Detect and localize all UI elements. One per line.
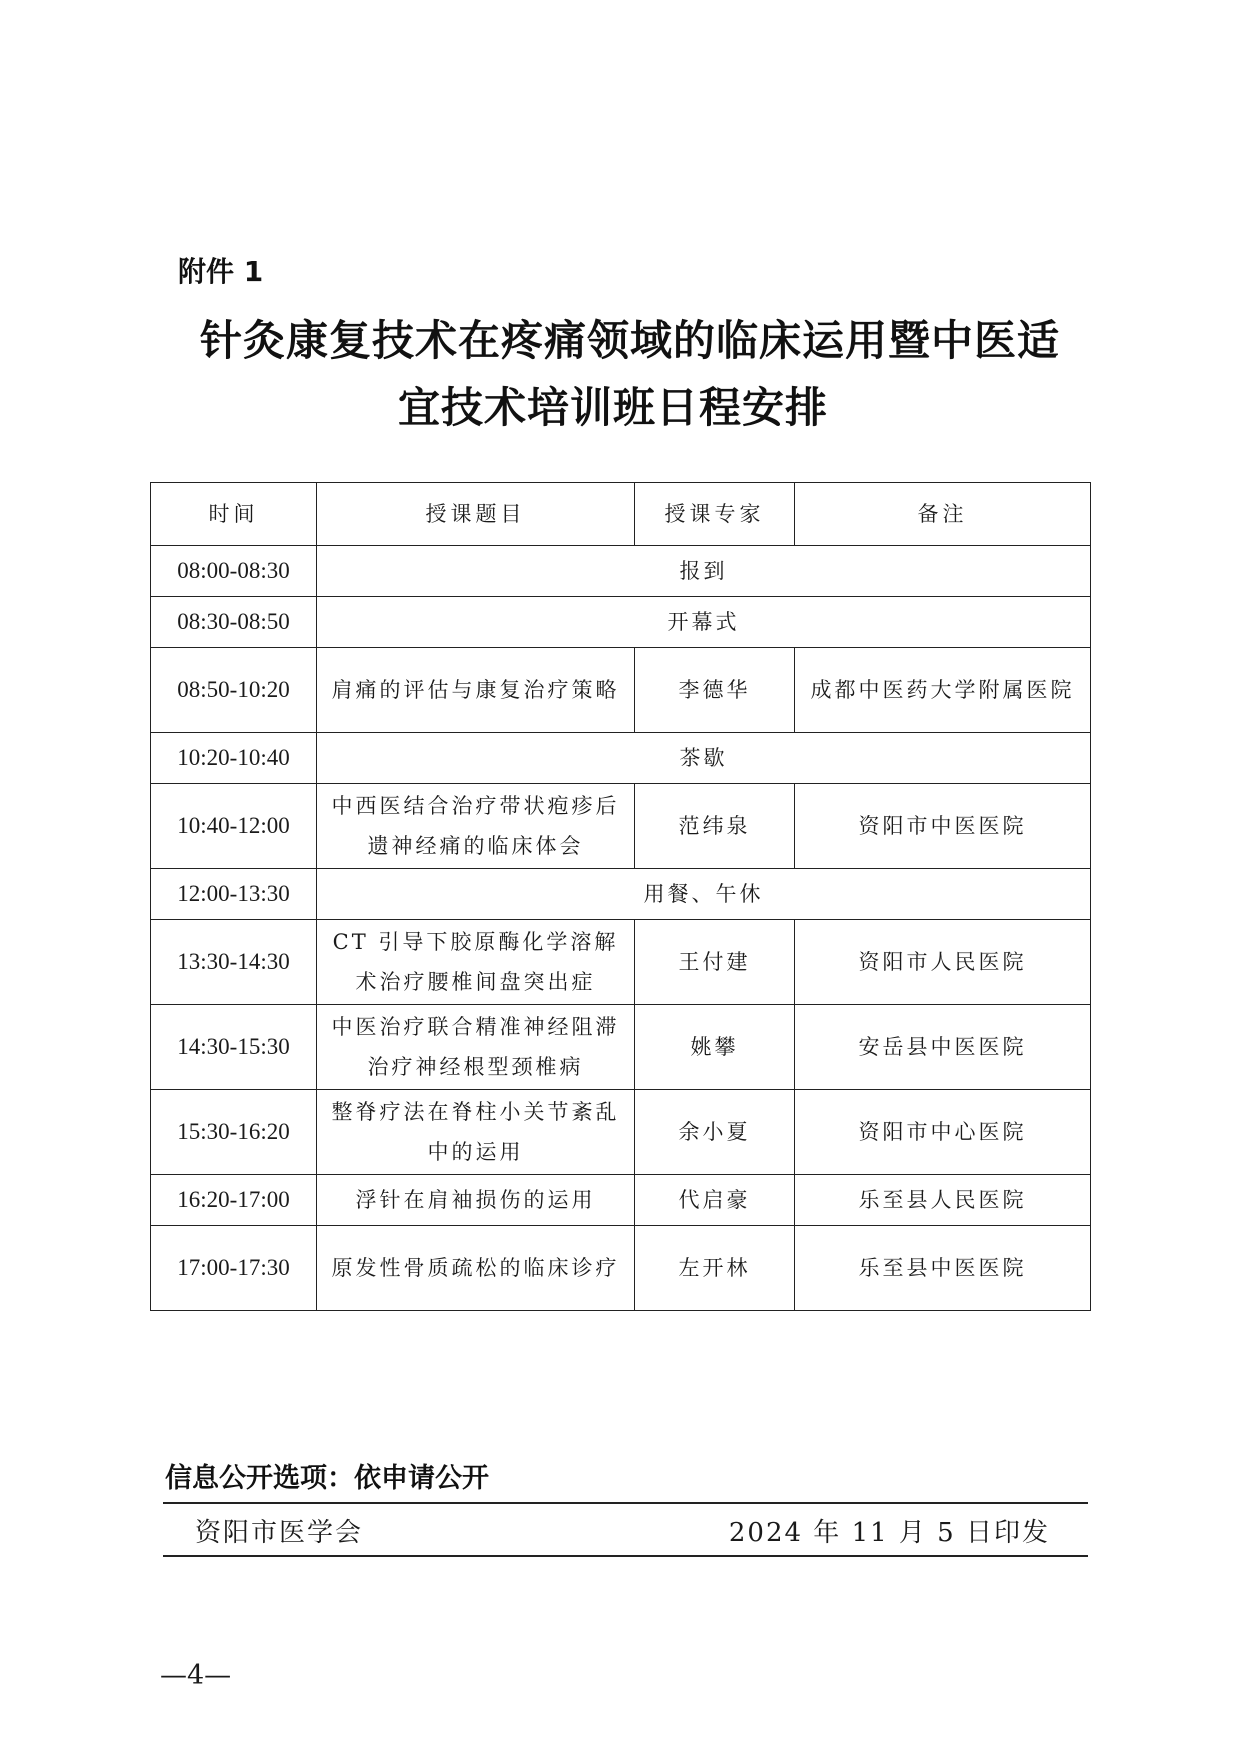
row-time: 14:30-15:30 bbox=[151, 1005, 317, 1090]
header-time: 时间 bbox=[151, 483, 317, 546]
footer-bottom-rule bbox=[163, 1555, 1088, 1557]
issuer-name: 资阳市医学会 bbox=[195, 1518, 364, 1548]
table-row bbox=[151, 869, 1091, 920]
row-topic: 浮针在肩袖损伤的运用 bbox=[317, 1175, 635, 1226]
row-note: 乐至县人民医院 bbox=[795, 1175, 1091, 1226]
disclosure-option: 信息公开选项：依申请公开 bbox=[165, 1463, 489, 1494]
table-row bbox=[151, 784, 1091, 869]
row-topic: 中西医结合治疗带状疱疹后遗神经痛的临床体会 bbox=[317, 784, 635, 869]
row-topic: 整脊疗法在脊柱小关节紊乱中的运用 bbox=[317, 1090, 635, 1175]
row-time: 17:00-17:30 bbox=[151, 1226, 317, 1311]
table-row bbox=[151, 1226, 1091, 1311]
table-row bbox=[151, 1175, 1091, 1226]
row-expert: 代启豪 bbox=[635, 1175, 795, 1226]
row-time: 10:20-10:40 bbox=[151, 733, 317, 784]
schedule-table bbox=[150, 482, 1091, 1311]
row-expert: 王付建 bbox=[635, 920, 795, 1005]
row-time: 16:20-17:00 bbox=[151, 1175, 317, 1226]
row-time: 12:00-13:30 bbox=[151, 869, 317, 920]
row-expert: 左开林 bbox=[635, 1226, 795, 1311]
row-topic: 肩痛的评估与康复治疗策略 bbox=[317, 648, 635, 733]
document-title-line-2: 宜技术培训班日程安排 bbox=[398, 383, 829, 432]
row-topic: 中医治疗联合精准神经阻滞治疗神经根型颈椎病 bbox=[317, 1005, 635, 1090]
row-time: 08:00-08:30 bbox=[151, 546, 317, 597]
row-event: 开幕式 bbox=[317, 597, 1091, 648]
footer-top-rule bbox=[163, 1502, 1088, 1504]
table-row bbox=[151, 597, 1091, 648]
page-number: —4— bbox=[160, 1660, 232, 1691]
row-time: 15:30-16:20 bbox=[151, 1090, 317, 1175]
table-row bbox=[151, 546, 1091, 597]
row-time: 13:30-14:30 bbox=[151, 920, 317, 1005]
row-expert: 范纬泉 bbox=[635, 784, 795, 869]
row-topic: 原发性骨质疏松的临床诊疗 bbox=[317, 1226, 635, 1311]
row-note: 资阳市中心医院 bbox=[795, 1090, 1091, 1175]
row-event: 茶歇 bbox=[317, 733, 1091, 784]
issue-date: 2024 年 11 月 5 日印发 bbox=[728, 1518, 1050, 1548]
row-topic: CT 引导下胶原酶化学溶解术治疗腰椎间盘突出症 bbox=[317, 920, 635, 1005]
row-note: 安岳县中医医院 bbox=[795, 1005, 1091, 1090]
header-topic: 授课题目 bbox=[317, 483, 635, 546]
table-header-row bbox=[151, 483, 1091, 546]
table-row bbox=[151, 648, 1091, 733]
table-row bbox=[151, 1090, 1091, 1175]
row-event: 用餐、午休 bbox=[317, 869, 1091, 920]
document-title-line-1: 针灸康复技术在疼痛领域的临床运用暨中医适 bbox=[199, 316, 1060, 365]
row-event: 报到 bbox=[317, 546, 1091, 597]
row-note: 资阳市人民医院 bbox=[795, 920, 1091, 1005]
row-note: 乐至县中医医院 bbox=[795, 1226, 1091, 1311]
row-note: 成都中医药大学附属医院 bbox=[795, 648, 1091, 733]
row-time: 10:40-12:00 bbox=[151, 784, 317, 869]
row-expert: 李德华 bbox=[635, 648, 795, 733]
attachment-label: 附件 1 bbox=[178, 255, 264, 288]
row-time: 08:50-10:20 bbox=[151, 648, 317, 733]
header-expert: 授课专家 bbox=[635, 483, 795, 546]
row-expert: 姚攀 bbox=[635, 1005, 795, 1090]
table-row bbox=[151, 1005, 1091, 1090]
table-row bbox=[151, 733, 1091, 784]
header-note: 备注 bbox=[795, 483, 1091, 546]
row-note: 资阳市中医医院 bbox=[795, 784, 1091, 869]
table-row bbox=[151, 920, 1091, 1005]
row-expert: 余小夏 bbox=[635, 1090, 795, 1175]
row-time: 08:30-08:50 bbox=[151, 597, 317, 648]
